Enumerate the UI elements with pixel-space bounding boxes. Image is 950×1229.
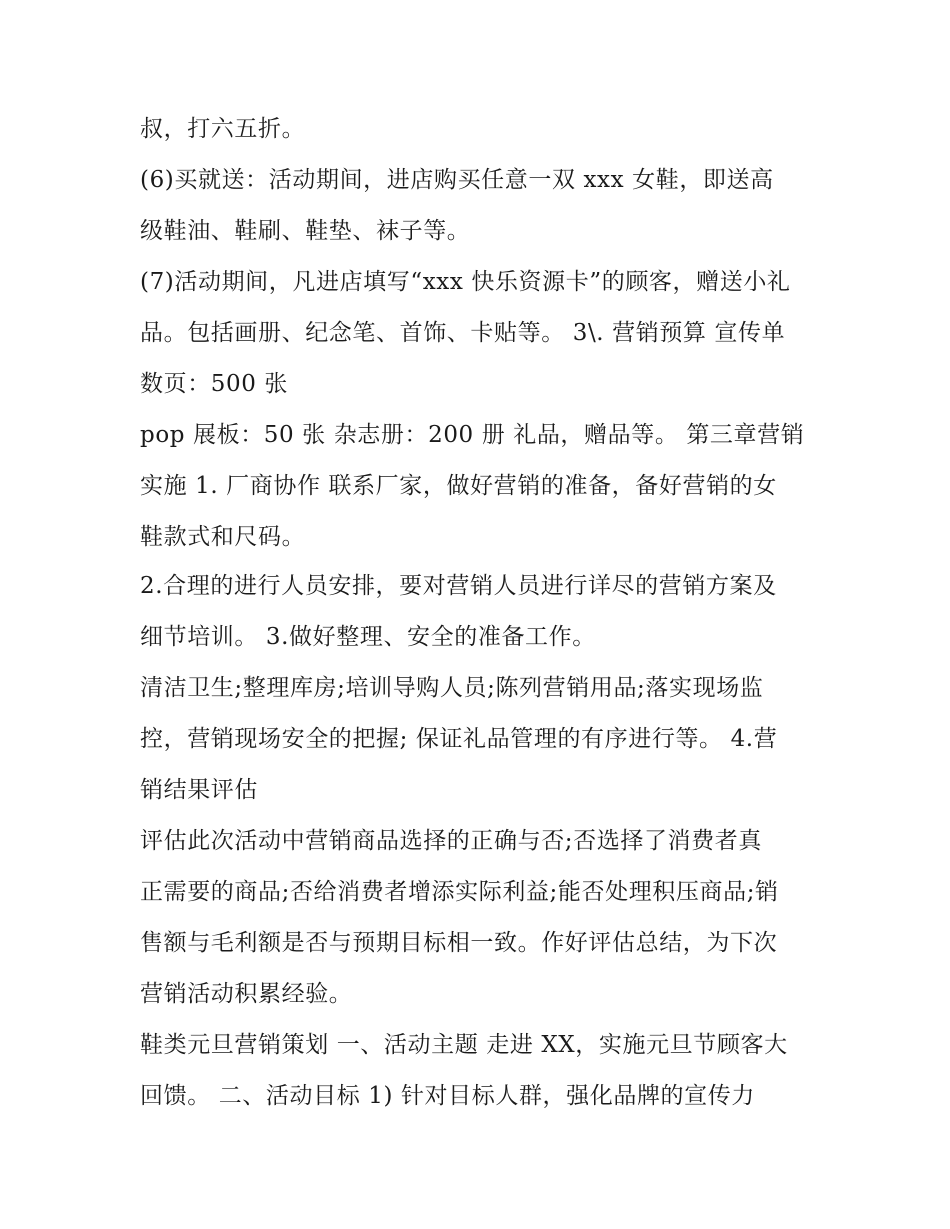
text-line: 评估此次活动中营销商品选择的正确与否;否选择了消费者真: [140, 828, 762, 854]
text-line: 细节培训。 3.做好整理、安全的准备工作。: [140, 624, 596, 650]
text-line: 品。包括画册、纪念笔、首饰、卡贴等。 3\. 营销预算 宣传单: [140, 320, 786, 346]
text-line: 级鞋油、鞋刷、鞋垫、袜子等。: [140, 218, 471, 244]
text-line: 回馈。 二、活动目标 1) 针对目标人群，强化品牌的宣传力: [140, 1083, 755, 1109]
text-line: 控，营销现场安全的把握; 保证礼品管理的有序进行等。 4.营: [140, 726, 778, 752]
text-line: (6)买就送：活动期间，进店购买任意一双 xxx 女鞋，即送高: [140, 167, 774, 193]
text-line: (7)活动期间，凡进店填写“xxx 快乐资源卡”的顾客，赠送小礼: [140, 269, 791, 295]
text-line: 2.合理的进行人员安排，要对营销人员进行详尽的营销方案及: [140, 573, 777, 599]
text-line: pop 展板：50 张 杂志册：200 册 礼品，赠品等。 第三章营销: [140, 422, 805, 448]
text-line: 售额与毛利额是否与预期目标相一致。作好评估总结，为下次: [140, 930, 778, 956]
text-line: 营销活动积累经验。: [140, 981, 353, 1007]
text-line: 鞋款式和尺码。: [140, 524, 306, 550]
text-line: 清洁卫生;整理库房;培训导购人员;陈列营销用品;落实现场监: [140, 675, 764, 701]
text-line: 销结果评估: [140, 777, 258, 803]
text-line: 叔，打六五折。: [140, 116, 306, 142]
text-line: 正需要的商品;否给消费者增添实际利益;能否处理积压商品;销: [140, 879, 779, 905]
text-line: 数页：500 张: [140, 371, 289, 397]
text-line: 实施 1. 厂商协作 联系厂家，做好营销的准备，备好营销的女: [140, 473, 777, 499]
text-line: 鞋类元旦营销策划 一、活动主题 走进 XX，实施元旦节顾客大: [140, 1032, 788, 1058]
